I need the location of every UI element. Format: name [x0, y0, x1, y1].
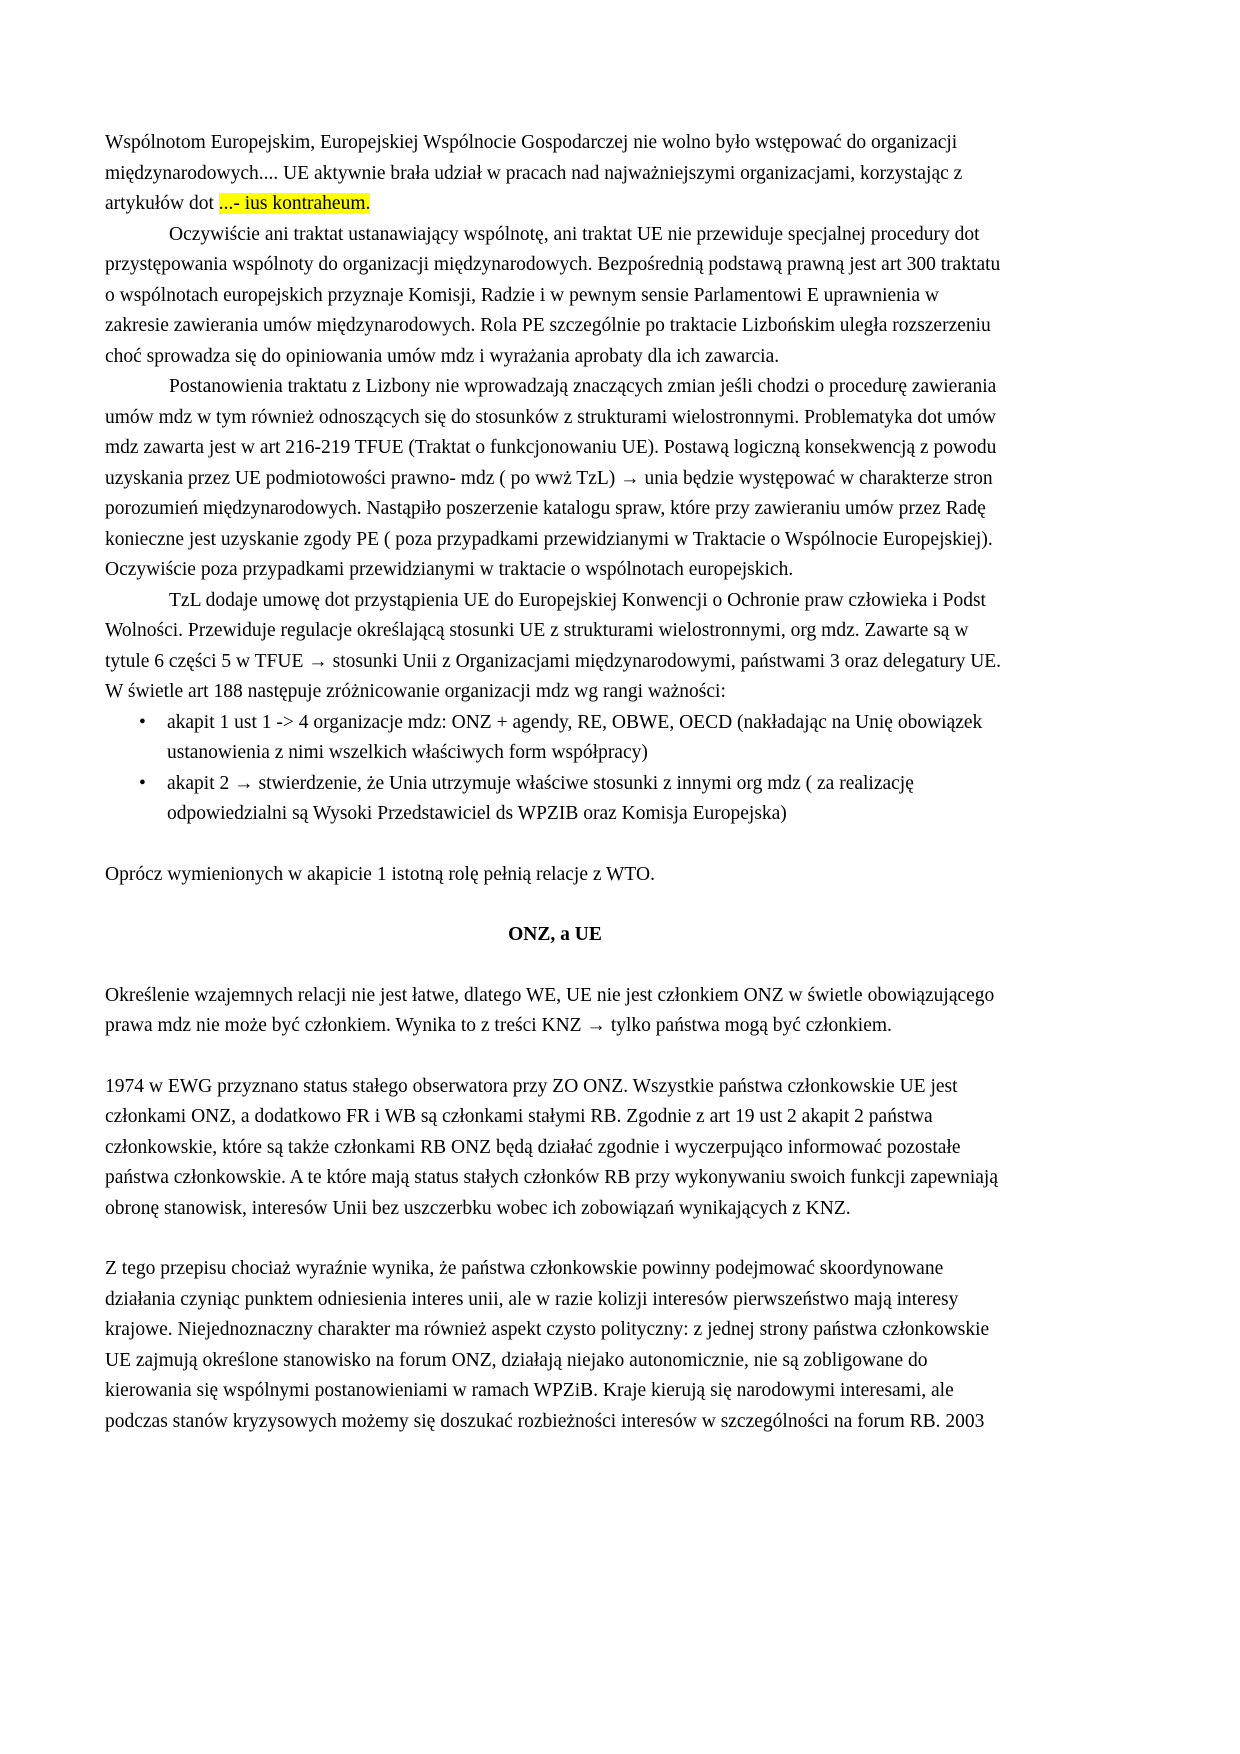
spacer: [105, 951, 1005, 981]
paragraph-6: Określenie wzajemnych relacji nie jest łatwe, dlatego WE, UE nie jest członkiem ONZ w świetle obowiązującego prawa mdz nie może być członkiem. Wynika to z treści KNZ → tylko państwa mogą być członkiem.: [105, 984, 995, 1036]
document-body: [105, 98, 1005, 1437]
spacer: [105, 830, 1005, 860]
paragraph-4: TzL dodaje umowę dot przystąpienia UE do Europejskiej Konwencji o Ochronie praw człowieka i Podst Wolności. Przewiduje regulacje określającą stosunki UE z strukturami wielostronnymi, org mdz. Zawarte są w tytule 6 części 5 w TFUE → stosunki Unii z Organizacjami międzynarodowymi, państwami 3 oraz delegatury UE. W świetle art 188 następuje zróżnicowanie organizacji mdz wg rangi ważności:: [105, 589, 1002, 702]
spacer: [105, 1042, 1005, 1072]
paragraph-intro: [105, 128, 1005, 220]
paragraph-8: Z tego przepisu chociaż wyraźnie wynika, że państwa członkowskie powinny podejmować skoordynowane działania czyniąc punktem odniesienia interes unii, ale w razie kolizji interesów pierwszeństwo mają interesy krajowe. Niejednoznaczny charakter ma również aspekt czysto polityczny: z jednej strony państwa członkowskie UE zajmują określone stanowisko na forum ONZ, działają niejako autonomicznie, nie są zobligowane do kierowania się wspólnymi postanowieniami w ramach WPZiB. Kraje kierują się narodowymi interesami, ale podczas stanów kryzysowych możemy się doszukać rozbieżności interesów w szczególności na forum RB. 2003: [105, 1258, 990, 1432]
spacer: [105, 1224, 1005, 1254]
spacer: [105, 890, 1005, 920]
highlighted-phrase: ...- ius kontraheum.: [218, 193, 371, 214]
paragraph-2: Oczywiście ani traktat ustanawiający wspólnotę, ani traktat UE nie przewiduje specjalnej procedury dot przystępowania wspólnoty do organizacji międzynarodowych. Bezpośrednią podstawą prawną jest art 300 traktatu o wspólnotach europejskich przyznaje Komisji, Radzie i w pewnym sensie Parlamentowi E uprawnienia w zakresie zawierania umów międzynarodowych. Rola PE szczególnie po traktacie Lizbońskim uległa rozszerzeniu choć sprowadza się do opiniowania umów mdz i wyrażania aprobaty dla ich zawarcia.: [105, 223, 1001, 367]
paragraph-5: Oprócz wymienionych w akapicie 1 istotną rolę pełnią relacje z WTO.: [105, 863, 655, 885]
paragraph-3: Postanowienia traktatu z Lizbony nie wprowadzają znaczących zmian jeśli chodzi o procedurę zawierania umów mdz w tym również odnoszących się do stosunków z strukturami wielostronnymi. Problematyka dot umów mdz zawarta jest w art 216-219 TFUE (Traktat o funkcjonowaniu UE). Postawą logiczną konsekwencją z powodu uzyskania przez UE podmiotowości prawno- mdz ( po wwż TzL) → unia będzie występować w charakterze stron porozumień międzynarodowych. Nastąpiło poszerzenie katalogu spraw, które przy zawieraniu umów przez Radę konieczne jest uzyskanie zgody PE ( poza przypadkami przewidzianymi w Traktacie o Wspólnocie Europejskiej). Oczywiście poza przypadkami przewidzianymi w traktacie o wspólnotach europejskich.: [105, 376, 997, 580]
list-item: • akapit 2 → stwierdzenie, że Unia utrzymuje właściwe stosunki z innymi org mdz ( za realizację odpowiedzialni są Wysoki Przedstawiciel ds WPZIB oraz Komisja Europejska): [105, 769, 1005, 830]
paragraph-7: 1974 w EWG przyznano status stałego obserwatora przy ZO ONZ. Wszystkie państwa członkowskie UE jest członkami ONZ, a dodatkowo FR i WB są członkami stałymi RB. Zgodnie z art 19 ust 2 akapit 2 państwa członkowskie, które są także członkami RB ONZ będą działać zgodnie i wyczerpująco informować pozostałe państwa członkowskie. A te które mają status stałych członków RB przy wykonywaniu swoich funkcji zapewniają obronę stanowisk, interesów Unii bez uszczerbku wobec ich zobowiązań wynikających z KNZ.: [105, 1075, 998, 1219]
section-heading-onz-ue: ONZ, a UE: [508, 924, 602, 945]
paragraph-intro-text: Wspólnotom Europejskim, Europejskiej Wspólnocie Gospodarczej nie wolno było wstępować do organizacji międzynarodowych.... UE aktywnie brała udział w pracach nad najważniejszymi organizacjami, korzystając z artykułów dot: [105, 132, 963, 214]
spacer: [105, 98, 1005, 128]
list-item: • akapit 1 ust 1 -> 4 organizacje mdz: ONZ + agendy, RE, OBWE, OECD (nakładając na Unię obowiązek ustanowienia z nimi wszelkich właściwych form współpracy): [105, 708, 1005, 769]
bullet-list: [105, 708, 1005, 830]
